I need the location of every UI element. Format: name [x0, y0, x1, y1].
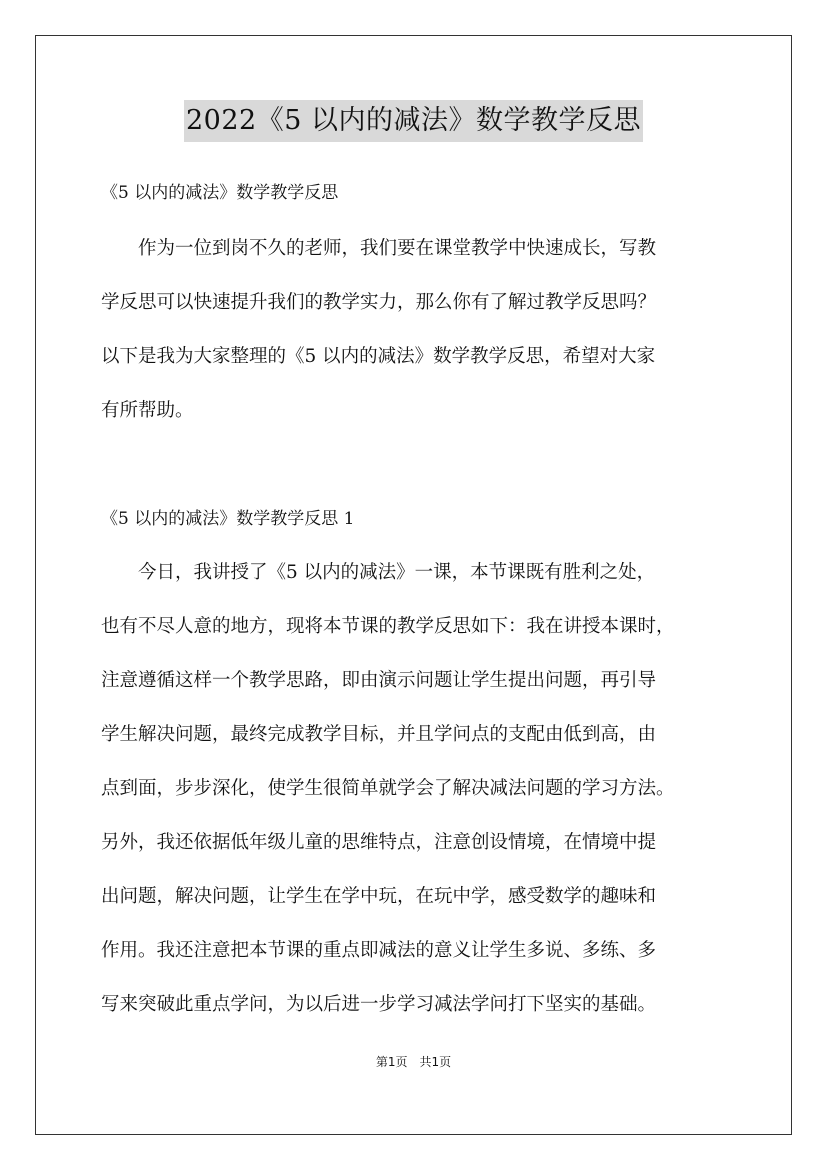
- document-title: [0, 100, 827, 142]
- document-title-text: 2022《5 以内的减法》数学教学反思: [184, 100, 643, 142]
- paragraph-line: 注意遵循这样一个教学思路，即由演示问题让学生提出问题，再引导: [101, 670, 657, 691]
- page-footer: 第1页 共1页: [375, 1055, 452, 1069]
- paragraph-line: 点到面，步步深化，使学生很简单就学会了解决减法问题的学习方法。: [101, 778, 675, 799]
- paragraph-line: 写来突破此重点学问，为以后进一步学习减法学问打下坚实的基础。: [101, 994, 657, 1015]
- intro-paragraph: [101, 222, 761, 438]
- paragraph-line: 作用。我还注意把本节课的重点即减法的意义让学生多说、多练、多: [101, 940, 657, 961]
- intro-heading: 《5 以内的减法》数学教学反思: [101, 183, 339, 203]
- section1-heading: 《5 以内的减法》数学教学反思 1: [101, 509, 355, 529]
- paragraph-line: 学生解决问题，最终完成教学目标，并且学问点的支配由低到高，由: [101, 724, 657, 745]
- section1-paragraph: [101, 546, 761, 1032]
- paragraph-line: 学反思可以快速提升我们的教学实力，那么你有了解过教学反思吗？: [101, 292, 657, 313]
- paragraph-line: 也有不尽人意的地方，现将本节课的教学反思如下：我在讲授本课时，: [101, 616, 675, 637]
- paragraph-line: 以下是我为大家整理的《5 以内的减法》数学教学反思，希望对大家: [101, 346, 656, 367]
- paragraph-line: 另外，我还依据低年级儿童的思维特点，注意创设情境，在情境中提: [101, 832, 657, 853]
- paragraph-line: 作为一位到岗不久的老师，我们要在课堂教学中快速成长，写教: [101, 238, 657, 259]
- paragraph-line: 出问题，解决问题，让学生在学中玩，在玩中学，感受数学的趣味和: [101, 886, 657, 907]
- paragraph-line: 有所帮助。: [101, 400, 194, 421]
- paragraph-line: 今日，我讲授了《5 以内的减法》一课，本节课既有胜利之处，: [101, 562, 656, 583]
